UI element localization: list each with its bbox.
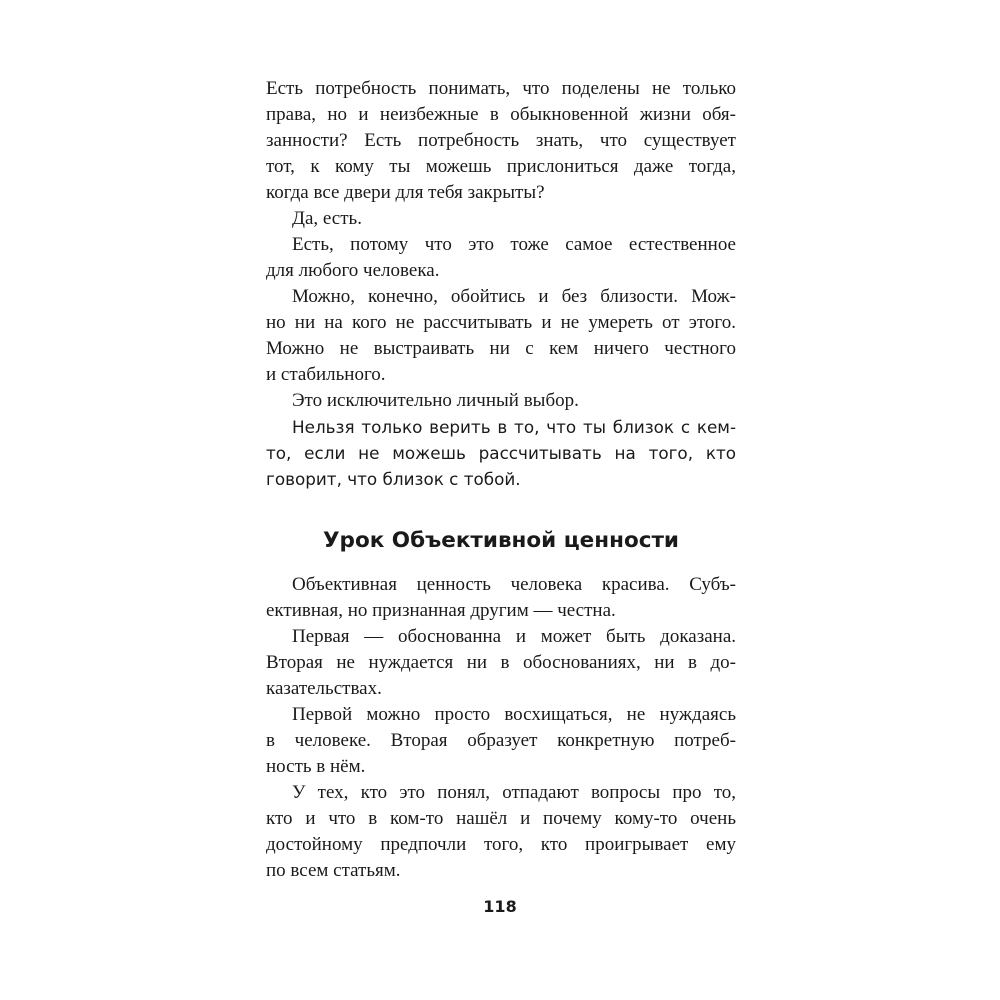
text-line: и стабильного.	[266, 364, 386, 385]
text-line: когда все двери для тебя закрыты?	[266, 182, 545, 203]
text-line: права, но и неизбежные в обыкновенной жизни обя-	[266, 104, 736, 125]
text-line: ективная, но признанная другим — честна.	[266, 600, 616, 621]
text-line: Можно не выстраивать ни с кем ничего честного	[266, 338, 736, 359]
text-line: говорит, что близок с тобой.	[266, 469, 521, 489]
text-line: тот, к кому ты можешь прислониться даже тогда,	[266, 156, 736, 177]
page-body	[266, 76, 736, 884]
text-line: У тех, кто это понял, отпадают вопросы про то,	[292, 782, 736, 803]
text-line: Первая — обоснованна и может быть доказана.	[292, 626, 736, 647]
text-line: но ни на кого не рассчитывать и не умереть от этого.	[266, 312, 736, 333]
text-line: Есть, потому что это тоже самое естественное	[292, 234, 736, 255]
text-line: Можно, конечно, обойтись и без близости. Мож-	[292, 286, 736, 307]
text-line: ность в нём.	[266, 756, 366, 777]
text-line: Первой можно просто восхищаться, не нуждаясь	[292, 704, 736, 725]
intro-text	[266, 76, 736, 492]
text-line: кто и что в ком-то нашёл и почему кому-то очень	[266, 808, 736, 829]
text-line: Объективная ценность человека красива. Субъ-	[292, 574, 736, 595]
text-line: по всем статьям.	[266, 860, 401, 881]
text-line: достойному предпочли того, кто проигрывает ему	[266, 834, 736, 855]
text-line: занности? Есть потребность знать, что существует	[266, 130, 736, 151]
text-line: Нельзя только верить в то, что ты близок с кем-	[292, 417, 736, 437]
text-line: казательствах.	[266, 678, 382, 699]
text-line: Да, есть.	[292, 208, 362, 229]
text-line: Вторая не нуждается ни в обоснованиях, ни в до-	[266, 652, 736, 673]
section-heading: Урок Объективной ценности	[322, 528, 679, 553]
text-line: Есть потребность понимать, что поделены не только	[266, 78, 736, 99]
section-text	[266, 572, 736, 884]
text-line: то, если не можешь рассчитывать на того, кто	[266, 443, 736, 463]
page-number: 118	[483, 897, 517, 916]
text-line: для любого человека.	[266, 260, 440, 281]
text-line: Это исключительно личный выбор.	[292, 390, 579, 411]
text-line: в человеке. Вторая образует конкретную потреб-	[266, 730, 736, 751]
